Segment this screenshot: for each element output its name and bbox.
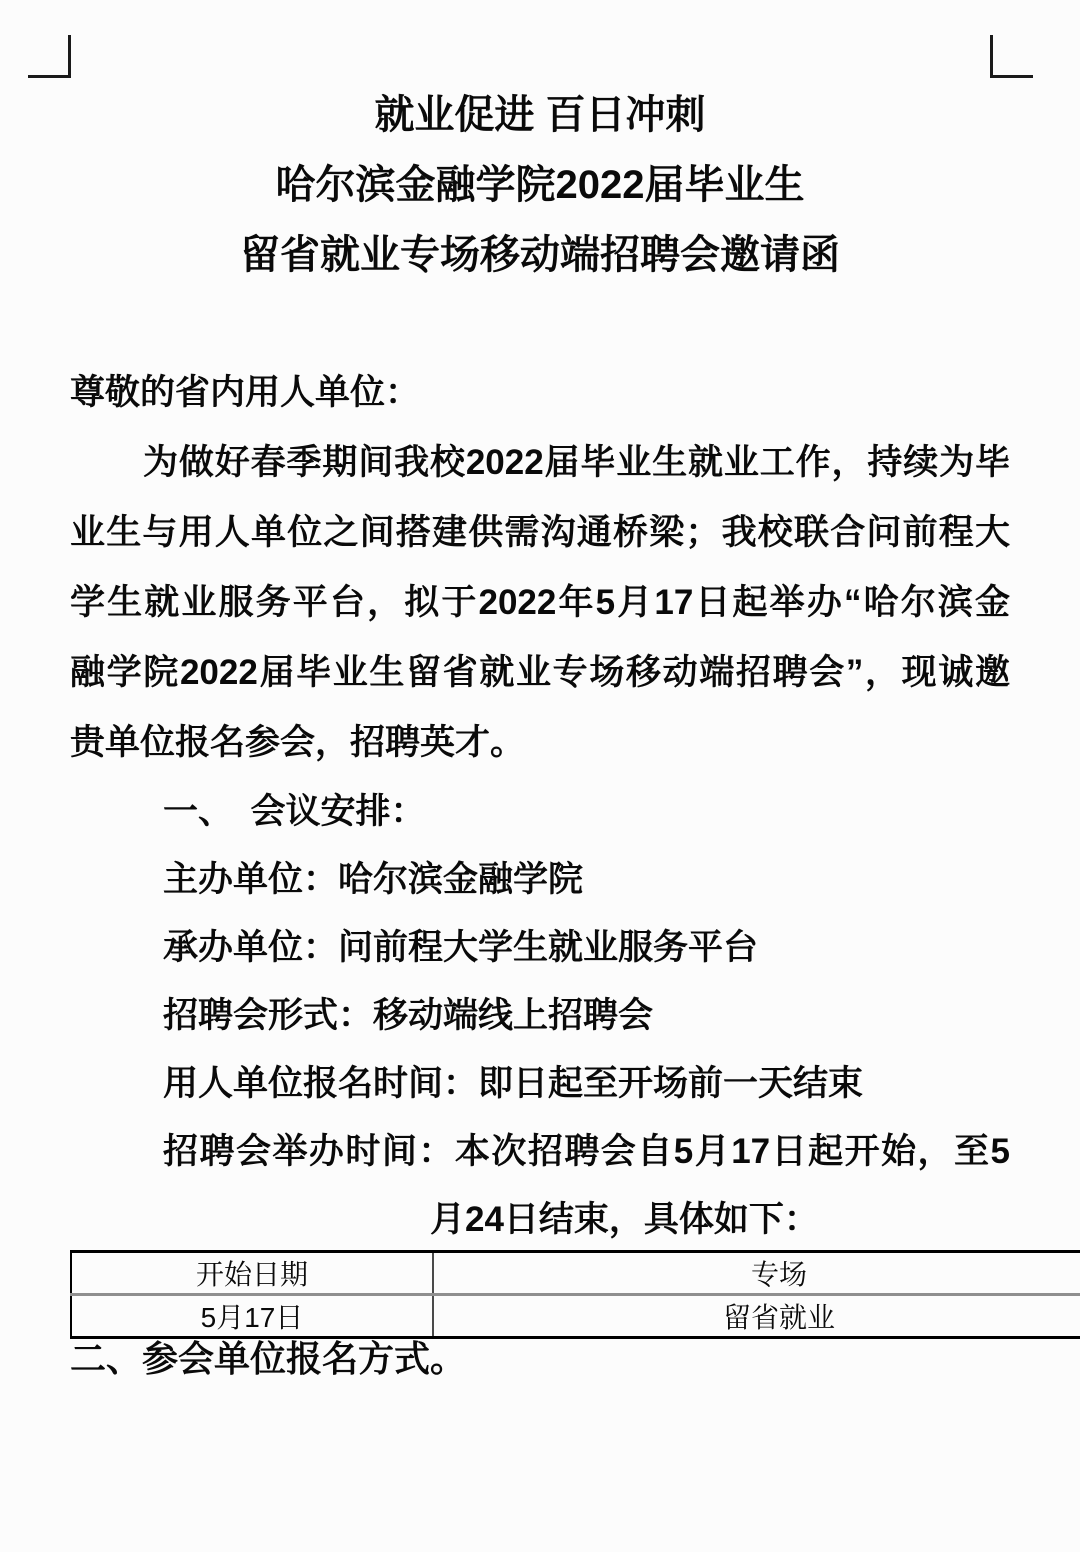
section-two-heading: 二、参会单位报名方式。 [70,1338,467,1379]
detail-line-undertaker: 承办单位：问前程大学生就业服务平台 [163,928,759,967]
crop-mark-top-right [990,35,1033,78]
salutation: 尊敬的省内用人单位： [70,373,421,412]
document-title [70,80,1010,290]
detail-line-format: 招聘会形式：移动端线上招聘会 [163,996,654,1035]
detail-line-event-time: 招聘会举办时间：本次招聘会自5月17日起开始，至5 [163,1132,1010,1171]
table-header-session: 专场 [433,1252,1080,1295]
paragraph-line: 学生就业服务平台，拟于2022年5月17日起举办“哈尔滨金 [70,583,1010,622]
table-header-start-date: 开始日期 [71,1252,433,1295]
crop-mark-top-left [28,35,71,78]
paragraph-line: 融学院2022届毕业生留省就业专场移动端招聘会”，现诚邀 [70,653,1010,692]
title-line-3: 留省就业专场移动端招聘会邀请函 [240,233,840,277]
detail-line-event-time-continued: 月24日结束，具体如下： [430,1200,819,1239]
table-cell-session: 留省就业 [722,1302,835,1333]
table-header-row [71,1252,1080,1295]
paragraph-line: 贵单位报名参会，招聘英才。 [70,723,526,762]
document-content [70,80,1010,1254]
detail-line-signup-time: 用人单位报名时间：即日起至开场前一天结束 [163,1064,864,1103]
detail-line-organizer: 主办单位：哈尔滨金融学院 [163,860,584,899]
paragraph-line: 业生与用人单位之间搭建供需沟通桥梁；我校联合问前程大 [70,513,1010,552]
schedule-table-head [71,1252,1080,1295]
paragraph-line: 为做好春季期间我校2022届毕业生就业工作，持续为毕 [143,443,1010,482]
table-cell-start-date: 5月17日 [71,1295,433,1338]
section-one-heading: 一、 会议安排： [163,792,426,831]
title-line-2: 哈尔滨金融学院2022届毕业生 [275,163,805,207]
intro-paragraph [70,428,1010,778]
meeting-details [70,846,1010,1254]
title-line-1: 就业促进 百日冲刺 [374,93,706,137]
